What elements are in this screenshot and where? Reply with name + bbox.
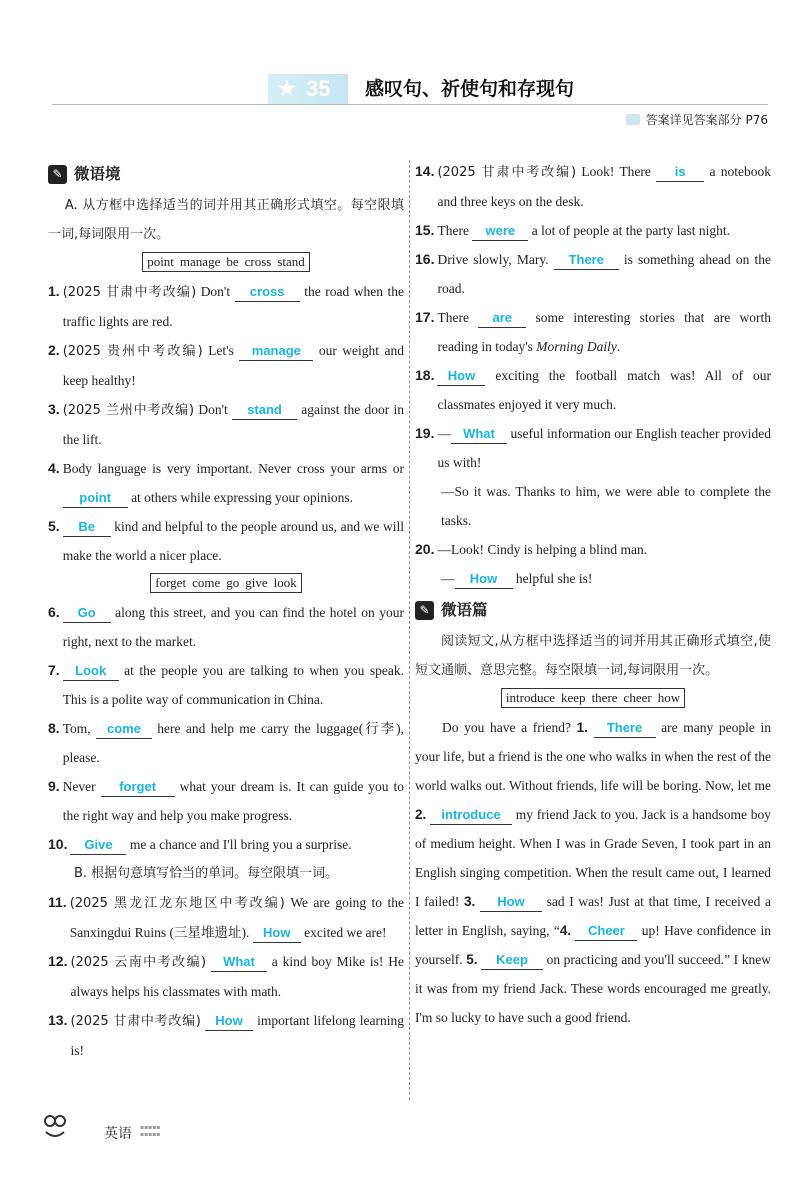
question-fragment: some interesting stories that are worth reading in today's [437,310,771,354]
question-fragment: the road when the traffic lights are red. [62,284,404,329]
question-fragment: kind and helpful to the people around us, and we will make the world a nicer place. [62,519,404,563]
question-item [415,535,771,564]
answer-blank[interactable]: How [253,924,301,943]
question-list-b [48,598,404,859]
question-source: (2025 甘肃中考改编) [62,285,197,300]
answer-blank[interactable]: stand [232,401,297,420]
question-fragment: — [437,426,451,441]
question-text [437,361,771,419]
question-number: 1. [48,283,60,299]
question-text [70,888,404,947]
question-item [48,598,404,656]
question-fragment: a lot of people at the party last night. [528,223,731,238]
question-text [437,157,771,216]
question-text [70,947,404,1006]
item-20-line2: — How helpful she is! [415,564,771,593]
answer-blank[interactable]: Cheer [575,922,637,941]
part-b-instruction: B. 根据句意填写恰当的单词。每空限填一词。 [74,866,339,881]
passage-instruction: 阅读短文,从方框中选择适当的词并用其正确形式填空,使短文通顺、意思完整。每空限填一词,每词限用一次。 [415,634,771,678]
footer-mark: ▪▪▪▪▪ ▪▪▪▪▪ [140,1124,161,1138]
question-number: 4. [48,460,60,476]
question-fragment: me a chance and I'll bring you a surprise. [126,837,352,852]
question-text: —Look! Cindy is helping a blind man. [437,542,648,557]
pencil-icon: ✎ [415,601,434,620]
question-source: (2025 甘肃中考改编) [70,1014,201,1029]
question-number: 2. [48,342,60,358]
question-source: (2025 兰州中考改编) [62,403,195,418]
question-number: 20. [415,541,435,557]
question-source: (2025 贵州中考改编) [62,344,203,359]
question-item [48,512,404,570]
answer-blank[interactable]: come [96,720,152,739]
question-item [48,1006,404,1065]
question-item [48,336,404,395]
item-19-reply: —So it was. Thanks to him, we were able to complete the tasks. [441,484,771,528]
question-text [63,714,404,772]
question-fragment: There [437,310,479,325]
question-number: 6. [48,604,60,620]
question-number: 15. [415,222,435,238]
question-item [48,888,404,947]
lesson-number: 35 [306,76,331,101]
question-item [48,454,404,512]
answer-blank[interactable]: Go [63,604,111,623]
question-fragment: Don't [196,284,235,299]
question-fragment: Drive slowly, Mary. [437,252,554,267]
question-number: 17. [415,309,435,325]
question-fragment: Never [62,779,101,794]
question-number: 8. [48,720,60,736]
question-item [48,714,404,772]
blank-number: 1. [576,720,588,735]
question-item [415,419,771,477]
question-fragment: against the door in the lift. [62,402,404,447]
question-list-a [48,277,404,570]
answer-blank[interactable]: Give [70,836,126,855]
section-heading-context: ✎ 微语境 [48,157,404,191]
answer-blank[interactable]: There [554,251,619,270]
question-item [48,947,404,1006]
answer-blank[interactable]: How [437,367,485,386]
answer-blank[interactable]: Keep [481,951,543,970]
word-box-3: introduce keep there cheer how [501,688,685,708]
column-divider [409,160,410,1100]
question-list-c [48,888,404,1065]
blank-number: 2. [415,807,427,822]
page-title: 感叹句、祈使句和存现句 [365,78,575,100]
question-item [415,303,771,361]
question-number: 9. [48,778,60,794]
question-number: 16. [415,251,435,267]
question-text [63,598,404,656]
question-number: 10. [48,836,68,852]
question-number: 13. [48,1012,68,1028]
question-text [70,830,404,859]
question-text [63,512,404,570]
answer-blank[interactable]: point [63,489,128,508]
question-fragment: Tom, [62,721,96,736]
question-fragment: a kind boy Mike is! He always helps his classmates with math. [70,954,404,999]
question-text [70,1006,404,1065]
question-fragment: exciting the football match was! All of our classmates enjoyed it very much. [437,368,771,412]
header-divider [52,104,768,105]
question-text [437,303,771,361]
question-number: 11. [48,894,67,910]
question-item [48,656,404,714]
question-fragment: . [616,339,621,354]
question-item [415,157,771,216]
answer-reference: 答案详见答案部分 P76 [626,111,768,128]
question-fragment: our weight and keep healthy! [62,343,404,388]
right-column [415,157,771,1032]
answer-blank[interactable]: How [480,893,542,912]
question-fragment: important lifelong learning is! [70,1013,405,1058]
answer-blank[interactable]: How [455,570,513,589]
pencil-icon: ✎ [48,165,67,184]
answer-blank[interactable]: What [211,953,267,972]
question-text [63,772,404,830]
blank-number: 4. [559,923,572,938]
answer-blank[interactable]: is [656,163,704,182]
footer-subject: 英语 [104,1126,132,1142]
question-item [48,772,404,830]
star-icon: ★ [278,78,296,100]
answer-blank[interactable]: What [451,425,507,444]
question-fragment: is something ahead on the road. [437,252,771,296]
answer-blank[interactable]: manage [239,342,313,361]
question-fragment: Let's [202,343,240,358]
question-item [48,277,404,336]
question-fragment: along this street, and you can find the hotel on your right, next to the market. [62,605,404,649]
question-number: 12. [48,953,68,969]
question-text [437,419,771,477]
question-item [415,245,771,303]
question-fragment: excited we are! [300,925,387,940]
question-fragment: at others while expressing your opinions. [127,490,354,505]
question-fragment: a notebook and three keys on the desk. [437,164,771,209]
mascot-logo-icon [40,1112,70,1142]
blank-number: 3. [464,894,476,909]
word-box-2: forget come go give look [150,573,301,593]
question-text [437,216,771,245]
question-fragment: Look! There [576,164,657,179]
answer-blank[interactable]: There [594,719,656,738]
word-box-1: point manage be cross stand [142,252,310,272]
question-fragment: Don't [194,402,233,417]
passage: Do you have a friend? 1. There are many people in your life, but a friend is the one who walks in when the rest of the world walks out. Without friends, life will be boring. Now, let me 2. introduce my friend Jack to you. Jack is a handsome boy of medium height. When I was in Grade Seven, I took part in an English singing competition. When the result came out, I learned I failed! 3. How sad I was! Just at that time, I received a letter in English, saying, “4. Cheer up! Have confidence in yourself. 5. Keep on practicing and you'll succeed.” I knew it was from my friend Jack. These words encouraged me greatly. I'm so lucky to have such a good friend. [415,720,772,1025]
question-text [63,454,404,512]
question-number: 3. [48,401,60,417]
book-icon [626,114,640,125]
question-source: (2025 云南中考改编) [70,955,207,970]
question-text [437,245,771,303]
question-fragment: useful information our English teacher provided us with! [437,426,771,470]
answer-blank[interactable]: introduce [430,806,512,825]
question-number: 18. [415,367,435,383]
question-source: (2025 甘肃中考改编) [437,165,577,180]
left-column [48,157,404,1065]
question-text [63,395,404,454]
question-fragment: There [437,223,473,238]
question-number: 14. [415,163,435,179]
question-text [63,656,404,714]
answer-blank[interactable]: cross [235,283,300,302]
blank-number: 5. [466,952,478,967]
question-source: (2025 黑龙江龙东地区中考改编) [69,896,285,911]
lesson-badge [268,74,348,104]
question-item [48,830,404,859]
question-number: 7. [48,662,60,678]
section-heading-passage: ✎ 微语篇 [415,593,771,627]
question-fragment: at the people you are talking to when you speak. This is a polite way of communication in China. [62,663,404,707]
question-item [415,216,771,245]
answer-blank[interactable]: were [472,222,528,241]
question-number: 19. [415,425,435,441]
part-a-instruction: A. 从方框中选择适当的词并用其正确形式填空。每空限填一词,每词限用一次。 [48,198,404,242]
question-fragment: Body language is very important. Never cross your arms or [62,461,404,476]
question-fragment: here and help me carry the luggage(行李), please. [62,721,404,765]
question-text [63,336,404,395]
question-fragment: what your dream is. It can guide you to the right way and help you make progress. [62,779,404,823]
question-list-d [415,157,771,477]
answer-blank[interactable]: forget [101,778,175,797]
question-item [48,395,404,454]
question-item [415,361,771,419]
question-text [63,277,404,336]
answer-blank[interactable]: Look [63,662,119,681]
answer-blank[interactable]: are [478,309,526,328]
answer-blank[interactable]: Be [63,518,111,537]
question-fragment: We are going to the Sanxingdui Ruins (三星堆遗址). [69,895,404,940]
answer-blank[interactable]: How [205,1012,253,1031]
question-fragment: Morning Daily [536,339,617,354]
question-number: 5. [48,518,60,534]
